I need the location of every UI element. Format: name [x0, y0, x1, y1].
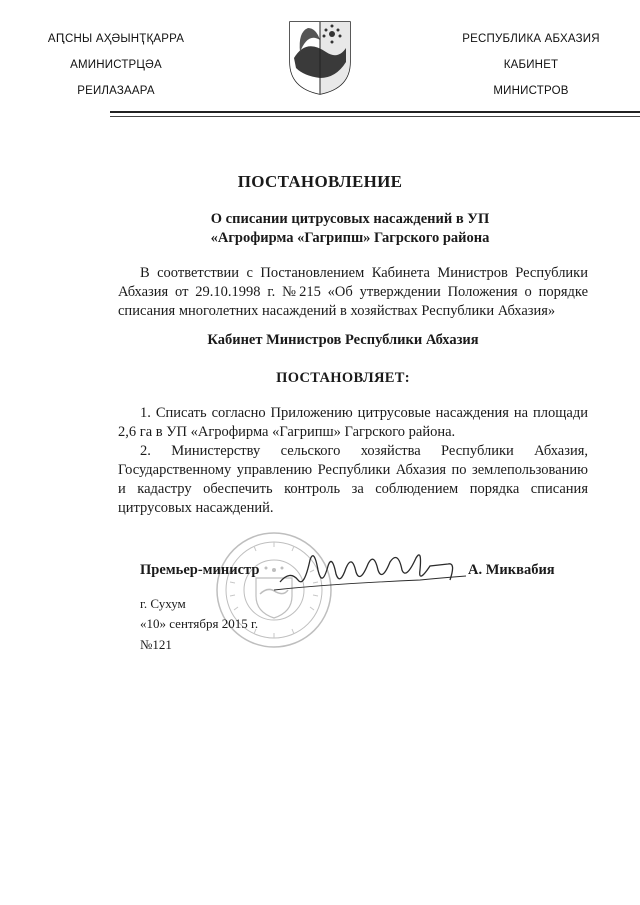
document-title: ПОСТАНОВЛЕНИЕ [237, 172, 403, 191]
document-number: №121 [140, 637, 172, 652]
header-rule-thin [110, 116, 640, 117]
header-rule-thick [110, 111, 640, 113]
document-subject [130, 210, 570, 248]
signatory-title: Премьер-министр [140, 562, 260, 578]
resolution-item-1: 1. Списать согласно Приложению цитрусовые насаждения на площади 2,6 га в УП «Агрофирма «Гагрипш» Гагрского района. [118, 405, 588, 440]
header-right-line-1: РЕСПУБЛИКА АБХАЗИЯ [462, 33, 600, 45]
header-right-line-2: КАБИНЕТ [503, 59, 559, 71]
header-right-line-3: МИНИСТРОВ [493, 85, 569, 97]
date-of-issue: «10» сентября 2015 г. [140, 616, 259, 631]
place-of-issue: г. Сухум [140, 596, 186, 611]
issuer-heading: Кабинет Министров Республики Абхазия [207, 332, 479, 348]
header-left-line-2: АМИНИСТРЦӘА [70, 59, 162, 71]
state-emblem-icon [286, 18, 354, 96]
preamble-paragraph: В соответствии с Постановлением Кабинета Министров Республики Абхазия от 29.10.1998 г. №215 «Об утверждении Положения о порядке списания многолетних насаждений в хозяйствах Республики Абхазия» [118, 265, 588, 319]
header-left-line-3: РЕИЛАЗААРА [77, 85, 155, 97]
header-left-line-1: АԤСНЫ АҲӘЫНҬҚАРРА [47, 33, 185, 45]
header-right-russian [446, 26, 616, 104]
subject-line-2: «Агрофирма «Гагрипш» Гагрского района [210, 230, 490, 246]
resolution-item-2: 2. Министерству сельского хозяйства Республики Абхазия, Государственному управлению Республики Абхазия по землепользованию и кадастру обеспечить контроль за соблюдением порядка списания цитрусовых насаждений. [118, 443, 588, 516]
signatory-name: А. Миквабия [468, 562, 555, 578]
handwritten-signature-icon [270, 540, 470, 600]
subject-line-1: О списании цитрусовых насаждений в УП [210, 211, 490, 227]
resolves-heading: ПОСТАНОВЛЯЕТ: [276, 370, 410, 386]
header-left-abkhaz [36, 26, 196, 104]
